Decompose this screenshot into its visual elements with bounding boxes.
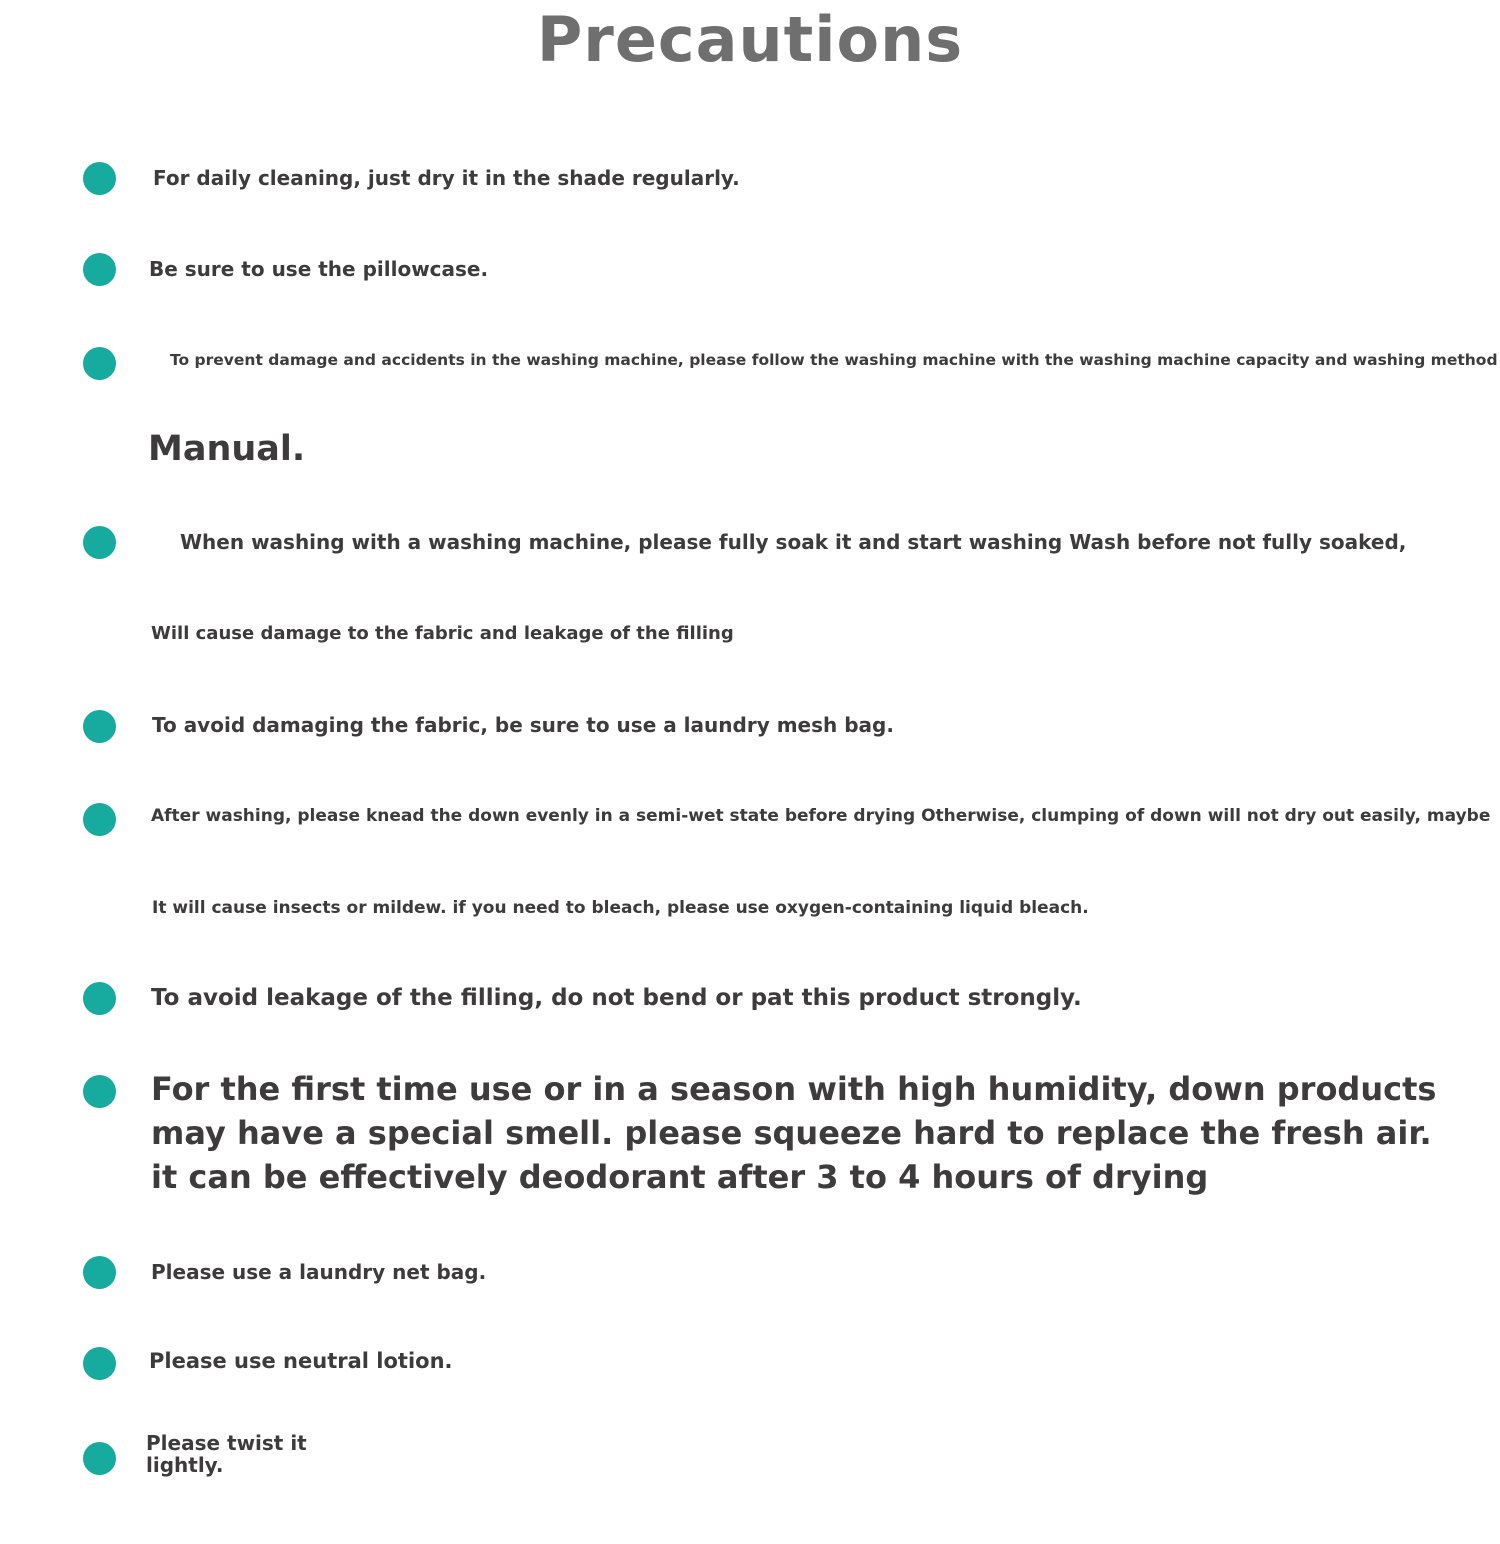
precaution-item-11-line-1: Please twist it (146, 1431, 307, 1455)
teal-dot-icon (83, 347, 116, 380)
precaution-item-10: Please use neutral lotion. (149, 1349, 453, 1373)
precaution-item-3-continuation: Manual. (148, 429, 306, 469)
teal-dot-icon (83, 1442, 116, 1475)
teal-dot-icon (83, 1256, 116, 1289)
teal-dot-icon (83, 162, 116, 195)
precaution-item-4-continuation: Will cause damage to the fabric and leakage of the filling (151, 623, 734, 644)
teal-dot-icon (83, 803, 116, 836)
page-title: Precautions (536, 3, 964, 76)
teal-dot-icon (83, 526, 116, 559)
precaution-item-7: To avoid leakage of the filling, do not bend or pat this product strongly. (151, 985, 1082, 1011)
teal-dot-icon (83, 710, 116, 743)
precaution-item-6-continuation: It will cause insects or mildew. if you need to bleach, please use oxygen-containing liquid bleach. (152, 898, 1089, 918)
precaution-item-1: For daily cleaning, just dry it in the shade regularly. (153, 166, 740, 190)
teal-dot-icon (83, 1347, 116, 1380)
precaution-item-8-line-1: For the first time use or in a season with high humidity, down products (151, 1070, 1437, 1108)
precaution-item-8-line-3: it can be effectively deodorant after 3 to 4 hours of drying (151, 1158, 1209, 1196)
teal-dot-icon (83, 982, 116, 1015)
precaution-item-9: Please use a laundry net bag. (151, 1260, 487, 1284)
precaution-item-5: To avoid damaging the fabric, be sure to use a laundry mesh bag. (152, 713, 894, 737)
teal-dot-icon (83, 253, 116, 286)
precaution-item-3: To prevent damage and accidents in the washing machine, please follow the washing machine with the washing machine capacity and washing method (170, 351, 1498, 369)
precaution-item-4: When washing with a washing machine, please fully soak it and start washing Wash before not fully soaked, (180, 530, 1407, 554)
precaution-item-8-line-2: may have a special smell. please squeeze hard to replace the fresh air. (151, 1114, 1432, 1152)
teal-dot-icon (83, 1075, 116, 1108)
precaution-item-2: Be sure to use the pillowcase. (149, 257, 489, 281)
precaution-item-6: After washing, please knead the down evenly in a semi-wet state before drying Otherwise, clumping of down will not dry out easily, maybe (151, 806, 1491, 826)
precaution-item-11-line-2: lightly. (146, 1453, 224, 1477)
